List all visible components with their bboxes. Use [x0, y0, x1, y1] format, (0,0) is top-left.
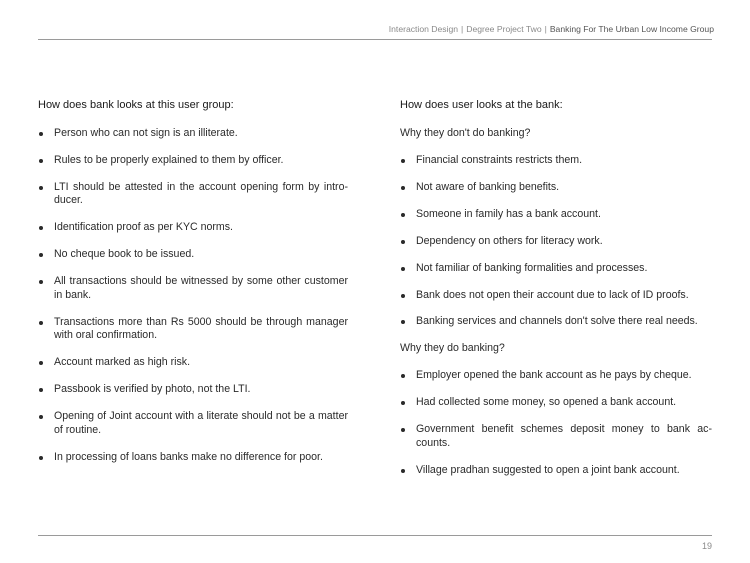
list-item: No cheque book to be issued. — [38, 248, 348, 262]
list-item: Identification proof as per KYC norms. — [38, 221, 348, 235]
list-item: Had collected some money, so opened a bank account. — [400, 396, 712, 410]
list-item: In processing of loans banks make no difference for poor. — [38, 451, 348, 465]
list-item: Employer opened the bank account as he pays by cheque. — [400, 369, 712, 383]
breadcrumb-separator: | — [544, 24, 547, 34]
list-item: Dependency on others for literacy work. — [400, 235, 712, 249]
list-item: LTI should be attested in the account opening form by intro-ducer. — [38, 181, 348, 208]
breadcrumb-current: Banking For The Urban Low Income Group — [549, 24, 714, 34]
list-item: Rules to be properly explained to them by officer. — [38, 154, 348, 168]
breadcrumb-separator: | — [461, 24, 464, 34]
list-item: Village pradhan suggested to open a joint bank account. — [400, 464, 712, 478]
breadcrumb-item: Interaction Design — [388, 24, 459, 34]
list-item: Account marked as high risk. — [38, 356, 348, 370]
user-perspective-column — [400, 99, 712, 491]
bank-perspective-list — [38, 127, 348, 465]
list-item: All transactions should be witnessed by some other customer in bank. — [38, 275, 348, 302]
breadcrumb-item: Degree Project Two — [466, 24, 542, 34]
page-number: 19 — [701, 541, 712, 551]
section-heading: How does user looks at the bank: — [400, 99, 563, 111]
footer-divider — [38, 535, 712, 536]
header-divider — [38, 39, 712, 40]
list-item: Not aware of banking benefits. — [400, 181, 712, 195]
page-header — [38, 24, 714, 34]
why-banking-list — [400, 369, 712, 477]
list-item: Bank does not open their account due to lack of ID proofs. — [400, 289, 712, 303]
why-not-banking-list — [400, 154, 712, 330]
list-item: Person who can not sign is an illiterate. — [38, 127, 348, 141]
subheading-why-not: Why they don't do banking? — [400, 126, 531, 139]
subheading-why-yes: Why they do banking? — [400, 342, 505, 355]
list-item: Financial constraints restricts them. — [400, 154, 712, 168]
section-heading: How does bank looks at this user group: — [38, 99, 234, 111]
list-item: Someone in family has a bank account. — [400, 208, 712, 222]
list-item: Transactions more than Rs 5000 should be through manager with oral confirmation. — [38, 316, 348, 343]
list-item: Passbook is verified by photo, not the LTI. — [38, 383, 348, 397]
list-item: Not familiar of banking formalities and processes. — [400, 262, 712, 276]
list-item: Banking services and channels don't solve there real needs. — [400, 315, 712, 329]
list-item: Opening of Joint account with a literate should not be a matter of routine. — [38, 410, 348, 437]
list-item: Government benefit schemes deposit money to bank ac-counts. — [400, 423, 712, 450]
bank-perspective-column — [38, 99, 348, 478]
